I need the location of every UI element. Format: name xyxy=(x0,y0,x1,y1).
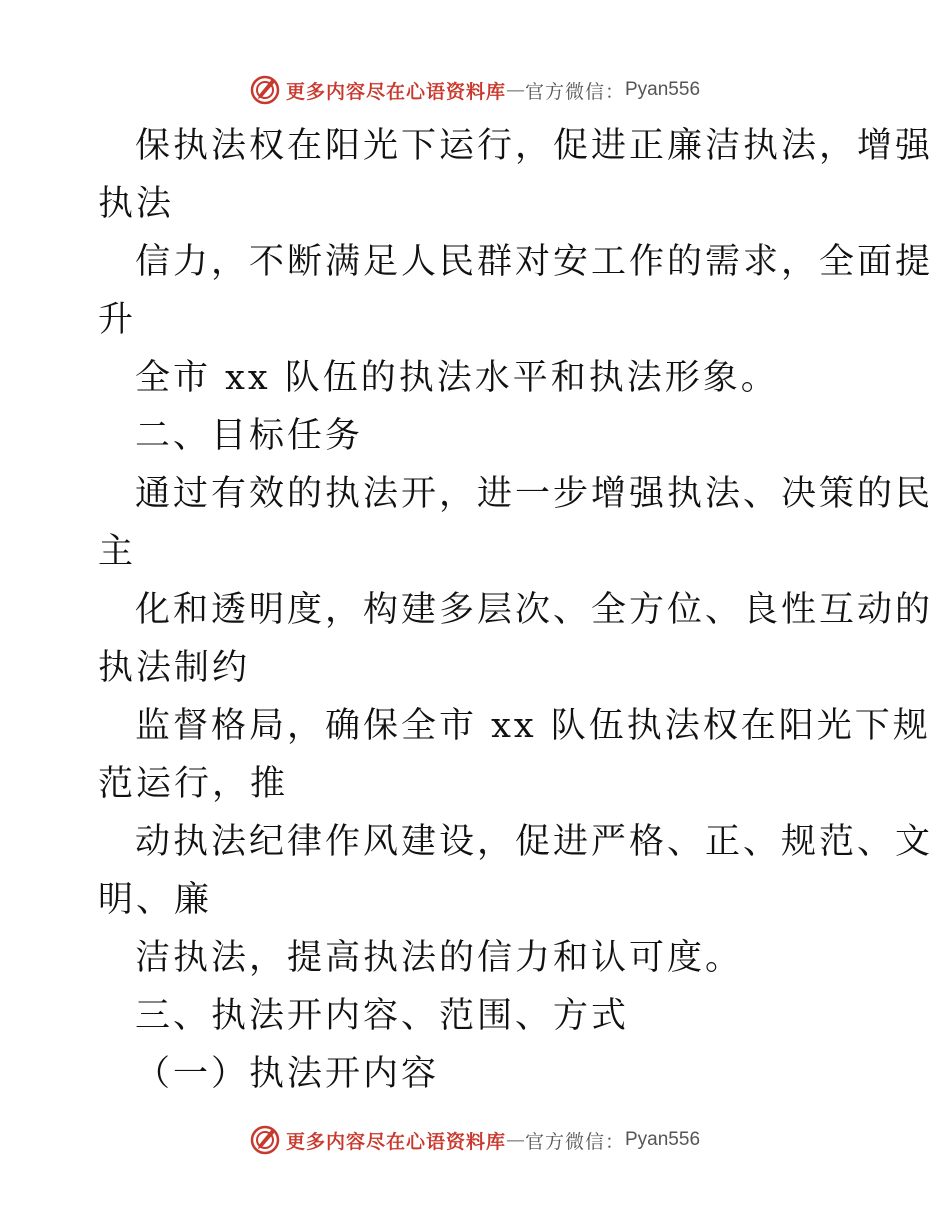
section-heading: 三、执法开内容、范围、方式 xyxy=(135,996,630,1036)
paragraph-line: 执法 xyxy=(98,184,175,224)
banner-brand-text: 更多内容尽在心语资料库 xyxy=(285,80,506,103)
subsection-heading: （一）执法开内容 xyxy=(135,1054,440,1094)
paragraph-line: 动执法纪律作风建设，促进严格、正、规范、文 xyxy=(135,822,934,862)
header-banner xyxy=(0,70,950,110)
banner-dash: — xyxy=(505,79,525,101)
banner-dash: — xyxy=(505,1129,525,1151)
banner-wechat-label: 官方微信： xyxy=(524,80,625,103)
paragraph-line: 范运行，推 xyxy=(98,764,289,804)
paragraph-line: 主 xyxy=(98,532,137,572)
paragraph-line: 保执法权在阳光下运行，促进正廉洁执法，增强 xyxy=(135,126,934,166)
paragraph-line: 执法制约 xyxy=(98,648,251,688)
paragraph-line: 通过有效的执法开，进一步增强执法、决策的民 xyxy=(135,474,934,514)
quill-logo-icon xyxy=(250,75,280,105)
quill-logo-icon xyxy=(250,1125,280,1155)
paragraph-line: 监督格局，确保全市 xx 队伍执法权在阳光下规 xyxy=(135,706,931,746)
section-heading: 二、目标任务 xyxy=(135,416,364,456)
paragraph-line: 化和透明度，构建多层次、全方位、良性互动的 xyxy=(135,590,934,630)
paragraph-line: 洁执法，提高执法的信力和认可度。 xyxy=(135,938,744,978)
banner-wechat-label: 官方微信： xyxy=(524,1130,625,1153)
paragraph-line: 升 xyxy=(98,300,137,340)
banner-wechat-handle: Pyan556 xyxy=(625,79,701,100)
paragraph-line: 全市 xx 队伍的执法水平和执法形象。 xyxy=(135,358,779,398)
banner-wechat-handle: Pyan556 xyxy=(625,1129,701,1150)
paragraph-line: 明、廉 xyxy=(98,880,213,920)
footer-banner xyxy=(0,1120,950,1160)
paragraph-line: 信力，不断满足人民群对安工作的需求，全面提 xyxy=(135,242,934,282)
banner-brand-text: 更多内容尽在心语资料库 xyxy=(285,1130,506,1153)
